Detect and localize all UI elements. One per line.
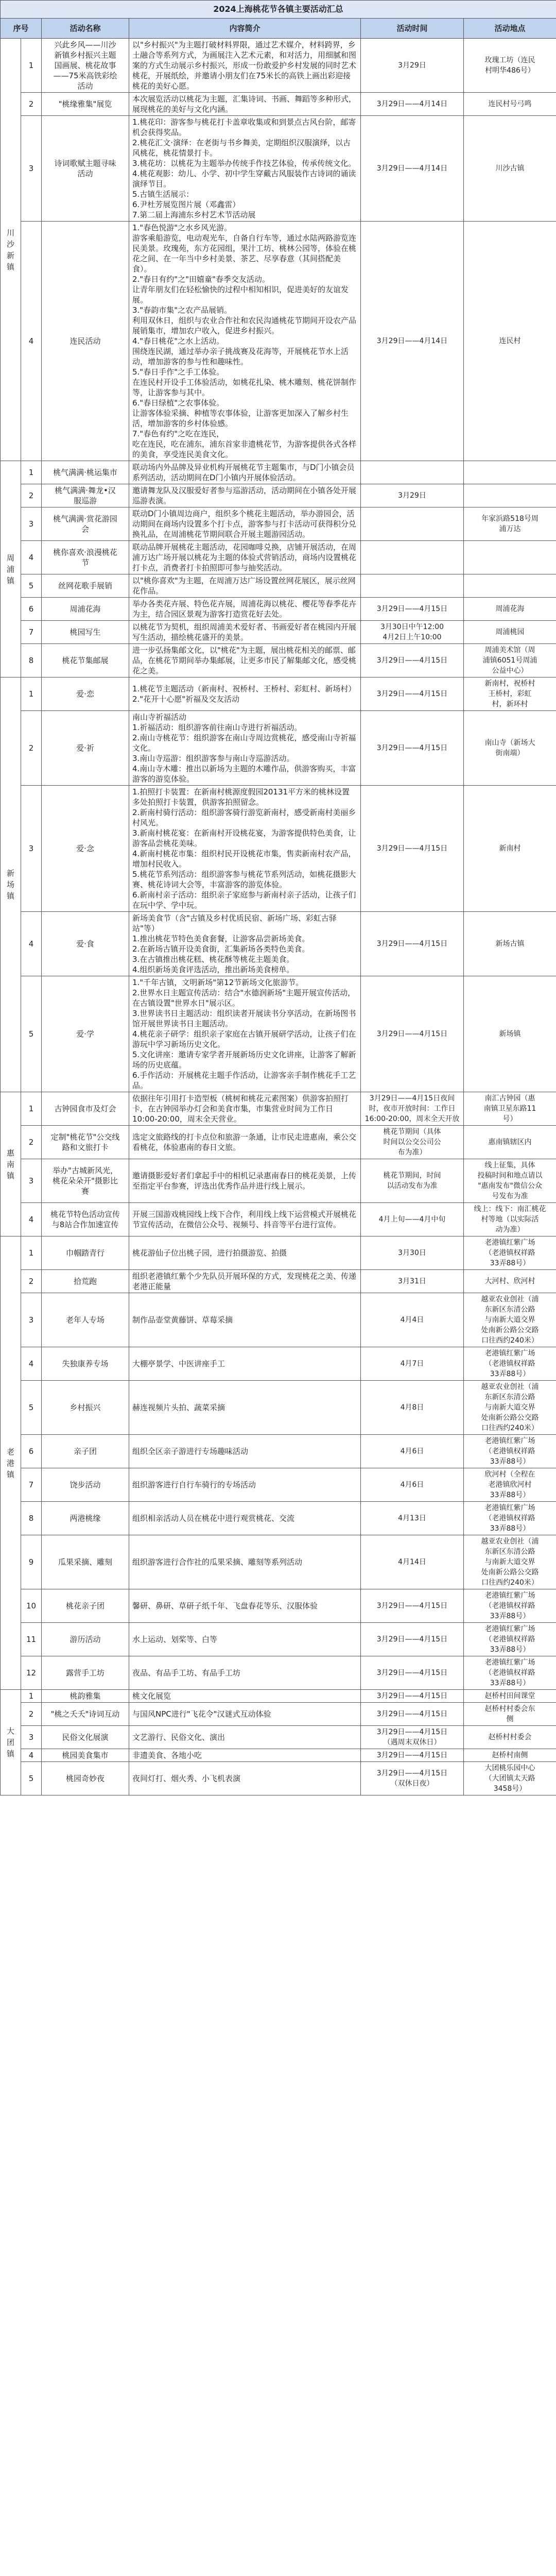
activity-time: 3月30日 bbox=[361, 1236, 464, 1270]
activity-time: 3月29日——4月15日 （双休日夜） bbox=[361, 1762, 464, 1795]
activity-name: 饶步活动 bbox=[42, 1468, 129, 1502]
activity-time: 桃花节期间（具体 时间以公交公司公 布为准） bbox=[361, 1126, 464, 1159]
table-row bbox=[1, 1236, 556, 1270]
table-row bbox=[1, 1726, 556, 1749]
activity-name: 桃花节集邮展 bbox=[42, 644, 129, 677]
activity-content: 桃花游仙子位出桃子园，进行拍摄游览、拍摄 bbox=[129, 1236, 361, 1270]
activity-location: 南山寺（新场大 街南端） bbox=[464, 711, 556, 786]
table-row bbox=[1, 574, 556, 598]
activity-content: 邀请摄影爱好者们拿起手中的相机记录惠南春日的桃花美景，上传至指定平台参赛，评选出优秀作品并进行线上展示。 bbox=[129, 1159, 361, 1203]
activity-content: 举办各类花卉展、特色花卉展，周浦花海以桃花、樱花等春季花卉为主，结合园区景观为游客打造赏花好去处。 bbox=[129, 598, 361, 621]
table-row bbox=[1, 461, 556, 484]
activity-time: 4月4日 bbox=[361, 1293, 464, 1347]
activity-content: 组织游客进行合作社的瓜果采摘、雕刻等系列活动 bbox=[129, 1535, 361, 1589]
activity-name: 桃气满满·赏花游园 会 bbox=[42, 507, 129, 541]
row-number: 6 bbox=[21, 1435, 42, 1468]
row-number: 1 bbox=[21, 461, 42, 484]
activity-time: 3月29日——4月15日 bbox=[361, 677, 464, 711]
activity-content: 以"桃你喜欢"为主题，在周浦万达广场设置丝网花展区，展示丝网花作品。 bbox=[129, 574, 361, 598]
activity-location: 老港镇红紫广场 （老港镇权祥路 33弄88号） bbox=[464, 1589, 556, 1623]
activity-content: 夜间灯打、烟火秀、小飞机表演 bbox=[129, 1762, 361, 1795]
activity-content: 进一步弘扬集邮文化，以"桃花"为主题，展出桃花相关的邮票、邮品，在桃花节期间举办集邮展，让更多市民了解集邮文化，感受桃花之美。 bbox=[129, 644, 361, 677]
region-name: 周 浦 镇 bbox=[1, 461, 21, 677]
activity-location: 老港镇红紫广场 （老港镇权祥路 33弄88号） bbox=[464, 1656, 556, 1690]
row-number: 3 bbox=[21, 1293, 42, 1347]
row-number: 1 bbox=[21, 1236, 42, 1270]
row-number: 2 bbox=[21, 711, 42, 786]
activity-content: 南山寺祈福活动 1.祈福活动：组织游客前往南山寺进行祈福活动。 2.南山寺桃花节：组织游客在南山寺周边赏桃花，感受南山寺祈福文化。 3.南山寺巡游：组织游客参与南山寺巡游活动。 4.南山寺木雕：推出以新场为主题的木雕作品，供游客购买，丰富游客的游览体验。 bbox=[129, 711, 361, 786]
table-row bbox=[1, 1159, 556, 1203]
activity-content: 组织全区亲子游进行专场趣味活动 bbox=[129, 1435, 361, 1468]
activity-name: 老年人专场 bbox=[42, 1293, 129, 1347]
activity-location bbox=[464, 484, 556, 507]
row-number: 8 bbox=[21, 1502, 42, 1535]
activity-name: 两港桃缘 bbox=[42, 1502, 129, 1535]
activity-location: 年家浜路518号周 浦万达 bbox=[464, 507, 556, 541]
activity-location: 周浦桃园 bbox=[464, 621, 556, 644]
activity-time: 3月29日——4月14日 bbox=[361, 116, 464, 222]
table-row bbox=[1, 507, 556, 541]
activity-location: 惠南镇辖区内 bbox=[464, 1126, 556, 1159]
table-row bbox=[1, 1347, 556, 1381]
activity-location: 老港镇红紫广场 （老港镇权祥路 33弄88号） bbox=[464, 1236, 556, 1270]
activity-name: 民俗文化展演 bbox=[42, 1726, 129, 1749]
row-number: 5 bbox=[21, 574, 42, 598]
activity-name: 桃园奇妙夜 bbox=[42, 1762, 129, 1795]
activity-name: 桃园写生 bbox=[42, 621, 129, 644]
activity-content: 大棚亭景学、中医讲座手工 bbox=[129, 1347, 361, 1381]
activity-name: 桃花亲子团 bbox=[42, 1589, 129, 1623]
row-number: 3 bbox=[21, 786, 42, 912]
activity-location: 连民村 bbox=[464, 222, 556, 461]
row-number: 6 bbox=[21, 598, 42, 621]
table-row bbox=[1, 1690, 556, 1703]
activity-content: 以桃花节为契机，组织周浦美术爱好者、书画爱好者在桃园内开展写生活动，描绘桃花盛开的美景。 bbox=[129, 621, 361, 644]
row-number: 12 bbox=[21, 1656, 42, 1690]
activity-content: 1."千年古镇，文明新场"第12节新场文化旅游节。 2.世界水日主题宣传活动：结合"水德润新场"主题开展宣传活动，在古镇设置"世界水日"展示区。 3.世界读书日主题活动：组织读者开展读书分享活动，在新场图书馆开展世界读书日主题活动。 4.桃花亲子研学：组织亲子家庭在古镇开展研学活动，让孩子们在游玩中学习新场历史文化。 5.文化讲座：邀请专家学者开展新场历史文化讲座，让游客了解新场的历史底蕴。 6.手作活动：开展桃花主题手作活动，让游客亲手制作桃花手工艺品。 bbox=[129, 976, 361, 1092]
activity-time: 3月29日 bbox=[361, 484, 464, 507]
activity-location: 川沙古镇 bbox=[464, 116, 556, 222]
activity-time: 3月29日——4月15日 bbox=[361, 711, 464, 786]
table-row bbox=[1, 1623, 556, 1656]
table-body bbox=[1, 1, 556, 1795]
table-row bbox=[1, 39, 556, 93]
table-row bbox=[1, 598, 556, 621]
activity-time: 3月31日 bbox=[361, 1270, 464, 1293]
row-number: 2 bbox=[21, 484, 42, 507]
row-number: 9 bbox=[21, 1535, 42, 1589]
table-row bbox=[1, 1126, 556, 1159]
row-number: 2 bbox=[21, 1270, 42, 1293]
activity-time: 桃花节期间，时间 以活动发布为准 bbox=[361, 1159, 464, 1203]
row-number: 2 bbox=[21, 1703, 42, 1726]
header-time: 活动时间 bbox=[361, 19, 464, 39]
activity-location: 线上征集，具体 投稿时间和地点请以 "惠南发布"微信公众 号发布为准 bbox=[464, 1159, 556, 1203]
table-row bbox=[1, 116, 556, 222]
activity-time: 3月29日——4月15日 bbox=[361, 1749, 464, 1762]
activity-name: 桃气满满·舞龙•汉 服巡游 bbox=[42, 484, 129, 507]
row-number: 3 bbox=[21, 507, 42, 541]
activity-name: 拾荒跑 bbox=[42, 1270, 129, 1293]
activity-content: 组织相亲活动人员在桃花中进行观赏桃花、交流 bbox=[129, 1502, 361, 1535]
activity-name: 丝网花歌手展销 bbox=[42, 574, 129, 598]
activity-content: 文艺游行、民俗文化、演出 bbox=[129, 1726, 361, 1749]
row-number: 1 bbox=[21, 1690, 42, 1703]
activity-location: 老港镇红紫广场 （老港镇权祥路 33弄88号） bbox=[464, 1623, 556, 1656]
activity-time bbox=[361, 541, 464, 574]
activity-name: 失独康养专场 bbox=[42, 1347, 129, 1381]
activity-location: 线上：线下：南汇桃花 村等地（以实际活 动为准） bbox=[464, 1203, 556, 1236]
region-name: 新 场 镇 bbox=[1, 677, 21, 1092]
activity-content: 选定文旅路线的打卡点位和旅游一条通，让市民走进惠南，乘公交看桃花，体验惠南的春日文旅。 bbox=[129, 1126, 361, 1159]
activity-name: 桃你喜欢·浪漫桃花 节 bbox=[42, 541, 129, 574]
activity-content: 桃文化展览 bbox=[129, 1690, 361, 1703]
activity-time: 3月29日——4月15日 （遇周末双休日） bbox=[361, 1726, 464, 1749]
activity-location: 连民村号弓鸣 bbox=[464, 93, 556, 116]
header-row bbox=[1, 19, 556, 39]
row-number: 1 bbox=[21, 39, 42, 93]
row-number: 11 bbox=[21, 1623, 42, 1656]
activity-name: 连民活动 bbox=[42, 222, 129, 461]
activity-location: 玫瑰工坊（连民 村明华486号） bbox=[464, 39, 556, 93]
activity-location: 周浦花海 bbox=[464, 598, 556, 621]
table-row bbox=[1, 1293, 556, 1347]
activity-location: 赵桥村田间课堂 bbox=[464, 1690, 556, 1703]
activity-name: 爱·学 bbox=[42, 976, 129, 1092]
activity-location: 赵桥村村委会东 侧 bbox=[464, 1703, 556, 1726]
activity-content: 水上运动、划桨等、白等 bbox=[129, 1623, 361, 1656]
row-number: 1 bbox=[21, 677, 42, 711]
table-row bbox=[1, 1656, 556, 1690]
table-row bbox=[1, 1762, 556, 1795]
activity-content: 组织老港镇红紫个少先队员开展环保的方式，发现桃花之美、传递老港正能量 bbox=[129, 1270, 361, 1293]
activity-time: 3月29日——4月15日 bbox=[361, 1589, 464, 1623]
region-name: 惠 南 镇 bbox=[1, 1092, 21, 1236]
region-name: 大 团 镇 bbox=[1, 1690, 21, 1795]
activity-content: 组织游客进行自行车骑行的专场活动 bbox=[129, 1468, 361, 1502]
activity-content: 1.桃花印：游客参与桃花打卡盖章收集或和到景点古风台阶，邮寄机会获得奖品。 2.桃花汇文·演绎：在老街与书乡舞美，定期组织汉服演绎，以古风桃花，桃花情景打卡。 3.桃花坊：以桃花为主题举办传统手作技艺体验，传承传统文化。 4.桃花观影：幼儿、小学、初中学生穿戴古风服装作古诗词的诵读演绎节目。 5.古镇生活展示： 6.尹杜芳展览图片展（邓鑫雷） 7.第二届上海浦东乡村艺术节活动展 bbox=[129, 116, 361, 222]
row-number: 4 bbox=[21, 222, 42, 461]
row-number: 4 bbox=[21, 541, 42, 574]
table-row bbox=[1, 1749, 556, 1762]
row-number: 2 bbox=[21, 93, 42, 116]
activity-location: 南汇古钟园（惠 南镇卫星东路11 号） bbox=[464, 1092, 556, 1126]
row-number: 7 bbox=[21, 621, 42, 644]
activity-location: 大团桃乐园中心 （大团镇太天路 3458号） bbox=[464, 1762, 556, 1795]
activity-time: 3月29日——4月15日 bbox=[361, 1690, 464, 1703]
activity-location: 新南村，祝桥村 王桥村，彩虹 村，新环村 bbox=[464, 677, 556, 711]
activity-content: 1."春色悦游"之水乡风光游。 游客乘船游览，电动观光车，自备自行车等，通过水陆两路游览连民美景。玫瑰苑，东方花园组，果汁工坊、桃林公园等，体验在桃花之间、在一年当中乡村美景、茶艺、尽享春意（其间搭配美食）。 2."春日有约"之"田嬉童"春季交友活动。 让青年朋友们在轻松愉快的过程中相知相识，促进美好的友谊发展。 3."春韵市集"之农产品展销。 利用双休日，组织与农业合作社和农民沟通桃花节期间开设农产品展销集市，增加农户收入，促进乡村振兴。 4."春日桃花"之水上活动。 围绕连民湖，通过举办亲子挑战赛及花海等，开展桃花节水上活动，增加游客的参与性和趣味性。 5."春日手作"之手工体验。 在连民村开设手工体验活动，如桃花扎染、桃木雕刻、桃花饼制作等，让游客参与其中。 6."春日绿植"之农事体验。 让游客体验采摘、种植等农事体验，让游客更加深入了解乡村生活，增加游客的乡村体验感。 7."春色有约"之吃在连民， 吃在连民，吃在浦东，浦东首家非遗桃花节，为游客提供各式各样的美食，享受连民美食文化。 bbox=[129, 222, 361, 461]
activity-content: 依据往年引用打卡造型板（桃树和桃花元素图案）供游客拍照打卡，在古钟园举办灯会和美食市集，市集营业时间为工作日10:00-20:00，周末全天营业。 bbox=[129, 1092, 361, 1126]
activity-content: 赫连视频片头拍、蔬菜采摘 bbox=[129, 1381, 361, 1435]
activity-time bbox=[361, 461, 464, 484]
header-name: 活动名称 bbox=[42, 19, 129, 39]
region-name: 老 港 镇 bbox=[1, 1236, 21, 1690]
activity-time: 4月14日 bbox=[361, 1535, 464, 1589]
header-location: 活动地点 bbox=[464, 19, 556, 39]
row-number: 5 bbox=[21, 1762, 42, 1795]
activity-location bbox=[464, 574, 556, 598]
activity-content: 联动品牌开展桃花主题活动，花园咖啡兑换，店铺开展活动，在周浦万达广场开展以桃花为主题的体验式营销活动，商场内设置桃花打卡点，消费者打卡拍照即可参与抽奖活动。 bbox=[129, 541, 361, 574]
table-row bbox=[1, 484, 556, 507]
region-name: 川 沙 新 镇 bbox=[1, 39, 21, 461]
activity-time: 3月30日中午12:00 4月2日上午10:00 bbox=[361, 621, 464, 644]
title-row bbox=[1, 1, 556, 19]
table-row bbox=[1, 1203, 556, 1236]
row-number: 4 bbox=[21, 1347, 42, 1381]
activity-time: 4月13日 bbox=[361, 1502, 464, 1535]
activity-name: 亲子团 bbox=[42, 1435, 129, 1468]
activity-content: 1.桃花节主题活动（新南村、祝桥村、王桥村、彩虹村、新场村） 2."花开十心愿"祈福及交友活动 bbox=[129, 677, 361, 711]
activity-name: "桃缘雅集"展览 bbox=[42, 93, 129, 116]
row-number: 5 bbox=[21, 976, 42, 1092]
activity-name: 诗词歌赋主题寻味 活动 bbox=[42, 116, 129, 222]
table-row bbox=[1, 93, 556, 116]
table-row bbox=[1, 644, 556, 677]
table-row bbox=[1, 1092, 556, 1126]
activity-location: 老港镇红紫广场 （老港镇权祥路 33弄88号） bbox=[464, 1435, 556, 1468]
row-number: 8 bbox=[21, 644, 42, 677]
row-number: 10 bbox=[21, 1589, 42, 1623]
activity-name: 瓜果采摘、雕刻 bbox=[42, 1535, 129, 1589]
activity-name: 定制"桃花节"公交线 路和文旅打卡 bbox=[42, 1126, 129, 1159]
row-number: 4 bbox=[21, 1203, 42, 1236]
table-row bbox=[1, 1589, 556, 1623]
activity-name: 桃气满满·桃运集市 bbox=[42, 461, 129, 484]
activity-time: 4月8日 bbox=[361, 1381, 464, 1435]
activity-content: 联动D门小镇周边商户，组织多个桃花主题活动，举办游园会，活动期间在商场内设置多个打卡点，游客参与打卡活动可获得积分兑换礼品，在周浦桃花节期间联合开展主题游园活动。 bbox=[129, 507, 361, 541]
row-number: 1 bbox=[21, 1092, 42, 1126]
activity-location: 赵桥村南侧 bbox=[464, 1749, 556, 1762]
activity-name: 乡村振兴 bbox=[42, 1381, 129, 1435]
header-no: 序号 bbox=[1, 19, 42, 39]
row-number: 3 bbox=[21, 1726, 42, 1749]
table-row bbox=[1, 711, 556, 786]
activity-name: 桃韵雅集 bbox=[42, 1690, 129, 1703]
activity-name: 爱·恋 bbox=[42, 677, 129, 711]
activity-time bbox=[361, 507, 464, 541]
activity-name: 爱·念 bbox=[42, 786, 129, 912]
activity-time: 3月29日——4月15日 bbox=[361, 644, 464, 677]
activity-time: 3月29日——4月15日 bbox=[361, 786, 464, 912]
activity-content: 联动场内外品牌及异业机构开展桃花节主题集市，与D门小镇会员系列活动，活动期间在D门小镇内开展体验活动。 bbox=[129, 461, 361, 484]
activity-content: 本次展览活动以桃花为主题，汇集诗词、书画、舞蹈等多种形式，展现桃花的美好与文化内涵。 bbox=[129, 93, 361, 116]
row-number: 5 bbox=[21, 1381, 42, 1435]
activity-content: 与国风NPC进行"飞花令"汉谜式互动体验 bbox=[129, 1703, 361, 1726]
activity-content: 馨研、鼻研、草研子纸千年、飞盘春花等乐、汉服体验 bbox=[129, 1589, 361, 1623]
activity-time: 3月29日——4月15日 bbox=[361, 912, 464, 976]
activity-content: 非遗美食、各地小吃 bbox=[129, 1749, 361, 1762]
row-number: 7 bbox=[21, 1468, 42, 1502]
table-row bbox=[1, 621, 556, 644]
row-number: 2 bbox=[21, 1126, 42, 1159]
activity-location: 新场镇 bbox=[464, 976, 556, 1092]
table-row bbox=[1, 976, 556, 1092]
activity-name: 爱·祈 bbox=[42, 711, 129, 786]
activity-location: 新南村 bbox=[464, 786, 556, 912]
activity-location: 老港镇红紫广场 （老港镇权祥路 33弄88号） bbox=[464, 1347, 556, 1381]
table-row bbox=[1, 1435, 556, 1468]
activity-time: 3月29日——4月14日 bbox=[361, 93, 464, 116]
activity-name: 巾帼踏青行 bbox=[42, 1236, 129, 1270]
activity-name: 游历活动 bbox=[42, 1623, 129, 1656]
activity-location: 周浦美术馆（周 浦镇6051号周浦 公益中心） bbox=[464, 644, 556, 677]
activity-time: 3月29日——4月15日 bbox=[361, 1703, 464, 1726]
activity-time bbox=[361, 574, 464, 598]
activity-name: 桃园美食集市 bbox=[42, 1749, 129, 1762]
table-row bbox=[1, 541, 556, 574]
header-content: 内容简介 bbox=[129, 19, 361, 39]
activity-location bbox=[464, 461, 556, 484]
row-number: 4 bbox=[21, 912, 42, 976]
activity-location: 赵桥村村委会 bbox=[464, 1726, 556, 1749]
activity-name: 露营手工坊 bbox=[42, 1656, 129, 1690]
activity-time: 3月29日——4月15日 bbox=[361, 598, 464, 621]
activity-time: 4月6日 bbox=[361, 1468, 464, 1502]
page-title: 2024上海桃花节各镇主要活动汇总 bbox=[1, 1, 556, 19]
table-row bbox=[1, 1270, 556, 1293]
activity-time: 4月上旬——4月中旬 bbox=[361, 1203, 464, 1236]
activity-content: 制作品壶堂黄藤饼、草莓采摘 bbox=[129, 1293, 361, 1347]
activity-location: 新场古镇 bbox=[464, 912, 556, 976]
row-number: 3 bbox=[21, 1159, 42, 1203]
activity-time: 3月29日——4月15日 bbox=[361, 976, 464, 1092]
activity-location: 欣河村（全程在 老港镇欣河村 33弄88号） bbox=[464, 1468, 556, 1502]
activity-content: 1.拍照打卡装置：在新南村桃源度假园20131平方米的桃林设置多处拍照打卡装置，供游客拍照留念。 2.新南村骑行活动：组织游客骑行游览新南村，感受新南村美丽乡村风光。 3.新南村桃花宴：在新南村开设桃花宴，为游客提供特色美食，让游客品尝桃花美味。 4.新南村桃花市集：组织村民开设桃花市集，售卖新南村农产品，增加村民收入。 5.桃花节系列活动：组织游客参与桃花节系列活动，如桃花摄影大赛、桃花诗词大会等，丰富游客的游览体验。 6.新南村亲子活动：组织亲子家庭参与新南村亲子活动，让孩子们在玩中学、学中玩。 bbox=[129, 786, 361, 912]
activity-time: 4月7日 bbox=[361, 1347, 464, 1381]
activity-time: 3月29日——4月15日夜间时，夜市开放时间：工作日16:00-20:00，周末全天开放 bbox=[361, 1092, 464, 1126]
activity-time: 3月29日——4月15日 bbox=[361, 1623, 464, 1656]
table-row bbox=[1, 786, 556, 912]
activity-time: 4月6日 bbox=[361, 1435, 464, 1468]
table-row bbox=[1, 1703, 556, 1726]
activity-location: 越亚农业创社（浦 东新区东清公路 与南新大道交界 处南新公路公交路 口往西约240米） bbox=[464, 1535, 556, 1589]
table-row bbox=[1, 1468, 556, 1502]
activity-name: 桃花节特色活动宣传 与8站合作加速宣传 bbox=[42, 1203, 129, 1236]
activity-location bbox=[464, 541, 556, 574]
activity-name: 周浦花海 bbox=[42, 598, 129, 621]
activity-time: 3月29日 bbox=[361, 39, 464, 93]
activity-location: 老港镇红紫广场 （老港镇权祥路 33弄88号） bbox=[464, 1502, 556, 1535]
table-row bbox=[1, 912, 556, 976]
activity-name: 兴此乡风——川沙 新镇乡村振兴主题 国画展、桃花故事 ——75米高铁彩绘 活动 bbox=[42, 39, 129, 93]
activity-content: 新场美食节（含"古镇及乡村优质民宿、新场广场、彩虹古驿站"等） 1.推出桃花节特色美食套餐，让游客品尝新场美食。 2.在新场古镇开设美食街，汇集新场各类特色美食。 3.在古镇推出桃花糕、桃花酥等桃花主题美食。 4.组织新场美食评选活动，推出新场美食榜单。 bbox=[129, 912, 361, 976]
table-row bbox=[1, 1535, 556, 1589]
activity-name: "桃之夭夭"诗词互动 bbox=[42, 1703, 129, 1726]
activity-name: 举办"古城新风光， 桃花朵朵开"摄影比 赛 bbox=[42, 1159, 129, 1203]
table-row bbox=[1, 677, 556, 711]
activity-time: 3月29日——4月14日 bbox=[361, 222, 464, 461]
row-number: 4 bbox=[21, 1749, 42, 1762]
activity-time: 3月29日——4月15日 bbox=[361, 1656, 464, 1690]
activity-location: 越亚农业创社（浦 东新区东清公路 与南新大道交界 处南新公路公交路 口往西约240米） bbox=[464, 1381, 556, 1435]
activity-location: 大河村、欣河村 bbox=[464, 1270, 556, 1293]
activity-content: 夜品、有品手工坊、有品手工坊 bbox=[129, 1656, 361, 1690]
activity-name: 古钟园食市及灯会 bbox=[42, 1092, 129, 1126]
table-row bbox=[1, 1502, 556, 1535]
table-row bbox=[1, 222, 556, 461]
row-number: 3 bbox=[21, 116, 42, 222]
activity-content: 以"乡村振兴"为主题打破材料界限，通过艺术媒介，材料跨界，乡土融合等系列方式，为画展注入艺术元素，和对活力，用细腻和图案的方式生动展示乡村振兴，形成一份敢爱护乡村发展的同时艺术桃花，开展纸绘，并邀请小朋友们在75米长的高铁上画出彩迎接桃花的美好心愿。 bbox=[129, 39, 361, 93]
activity-name: 爱·食 bbox=[42, 912, 129, 976]
activity-location: 越亚农业创社（浦 东新区东清公路 与南新大道交界 处南新公路公交路 口往西约240米） bbox=[464, 1293, 556, 1347]
table-row bbox=[1, 1381, 556, 1435]
activity-content: 邀请舞龙队及汉服爱好者参与巡游活动，活动期间在小镇各处开展巡游表演。 bbox=[129, 484, 361, 507]
activity-content: 开展三国游戏桃园线上线下合作，利用线上线下运营模式开展桃花节宣传活动，在微信公众号、视频号、抖音等平台进行宣传。 bbox=[129, 1203, 361, 1236]
